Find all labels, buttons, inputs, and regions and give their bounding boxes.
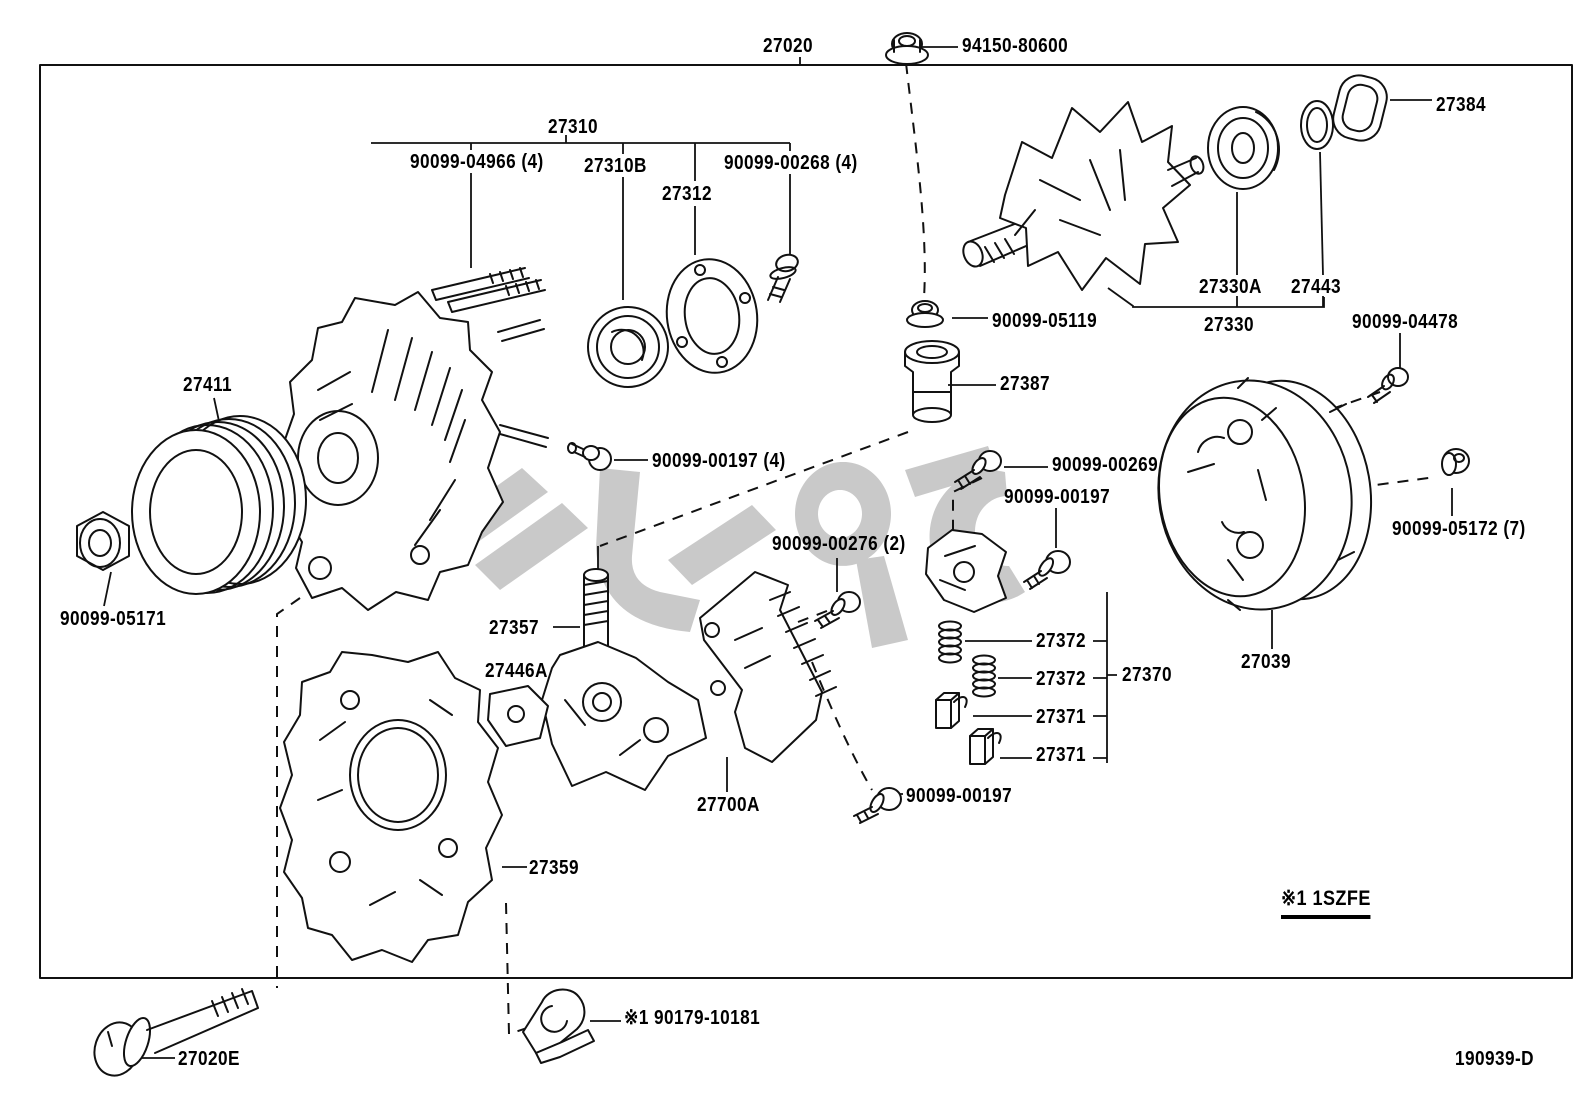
retainer-plate-27312-drawing [660, 253, 765, 378]
label-90099-00268: 90099-00268 (4) [724, 152, 858, 174]
engine-footnote: ※1 1SZFE [1281, 888, 1371, 919]
label-90099-00197-b: 90099-00197 [906, 785, 1013, 807]
screw-00197-4-drawing [568, 443, 611, 470]
screw-00276-drawing [815, 592, 860, 628]
label-90099-05171: 90099-05171 [60, 608, 167, 630]
label-94150-80600: 94150-80600 [962, 35, 1069, 57]
rotor-drawing [960, 102, 1206, 290]
label-27310: 27310 [548, 116, 598, 138]
label-27700a: 27700A [697, 794, 760, 816]
label-27039: 27039 [1241, 651, 1291, 673]
label-27310b: 27310B [584, 155, 647, 177]
label-27411: 27411 [183, 374, 233, 396]
screw-00268-drawing [768, 252, 800, 302]
label-90099-05172: 90099-05172 (7) [1392, 518, 1526, 540]
grommet-27384-drawing [1329, 71, 1391, 145]
pulley-27411-drawing [132, 416, 306, 594]
screw-00197-center-drawing [1024, 551, 1070, 589]
insulator-27387-drawing [905, 341, 959, 422]
nut-05172-drawing [1442, 449, 1469, 475]
label-27312: 27312 [662, 183, 712, 205]
label-27443: 27443 [1291, 276, 1341, 298]
label-27371-a: 27371 [1036, 706, 1086, 728]
label-27330: 27330 [1204, 314, 1254, 336]
label-27371-b: 27371 [1036, 744, 1086, 766]
nut-94150-drawing [886, 33, 928, 64]
label-90099-00269: 90099-00269 [1052, 454, 1159, 476]
label-90099-00197-4: 90099-00197 (4) [652, 450, 786, 472]
rear-cover-27039-drawing [1140, 365, 1387, 625]
label-27446a: 27446A [485, 660, 548, 682]
label-27372-b: 27372 [1036, 668, 1086, 690]
label-90099-00276: 90099-00276 (2) [772, 533, 906, 555]
ring-27443-drawing [1301, 101, 1333, 149]
label-90099-04478: 90099-04478 [1352, 311, 1459, 333]
nut-05171-drawing [77, 512, 129, 570]
label-27357: 27357 [489, 617, 539, 639]
brush-holder-drawing [926, 530, 1006, 612]
rear-bracket-27359-drawing [280, 652, 502, 962]
brush-drawings [936, 693, 1001, 764]
label-27359: 27359 [529, 857, 579, 879]
label-27384: 27384 [1436, 94, 1486, 116]
stud-bolts-04966-drawing [432, 268, 545, 312]
cover-27446a-drawing [488, 686, 548, 746]
rectifier-27700a-drawing [700, 572, 836, 762]
label-90099-00197: 90099-00197 [1004, 486, 1111, 508]
label-27020e: 27020E [178, 1048, 240, 1070]
label-90179-10181: ※1 90179-10181 [624, 1007, 761, 1029]
nut-05119-drawing [907, 301, 943, 327]
label-27370: 27370 [1122, 664, 1172, 686]
screw-04478-drawing [1368, 368, 1408, 403]
label-90099-05119: 90099-05119 [992, 310, 1098, 332]
bearing-27330a-drawing [1208, 107, 1279, 189]
brush-spring-drawings [939, 622, 995, 697]
clamp-90179-drawing [523, 990, 594, 1063]
label-27372-a: 27372 [1036, 630, 1086, 652]
bearing-27310b-drawing [588, 307, 668, 387]
label-90099-04966: 90099-04966 (4) [410, 151, 544, 173]
drawing-number: 190939-D [1455, 1048, 1534, 1070]
screw-00197-lower-drawing [854, 788, 901, 823]
label-27387: 27387 [1000, 373, 1050, 395]
label-27020: 27020 [763, 35, 813, 57]
label-27330a: 27330A [1199, 276, 1262, 298]
